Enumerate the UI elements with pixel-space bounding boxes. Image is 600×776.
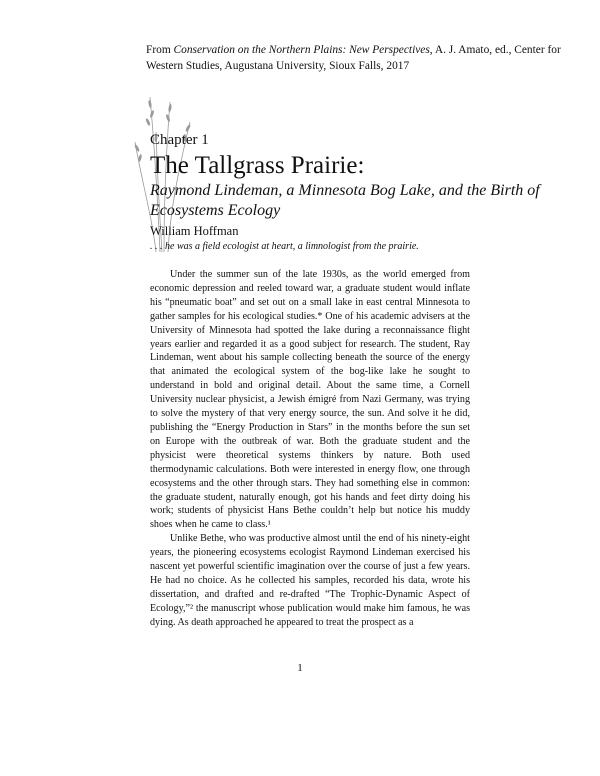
source-citation [146,42,586,74]
source-book-title: Conservation on the Northern Plains: New Perspectives [173,44,430,56]
source-details: , A. J. Amato, ed., Center for Western Studies, Augustana University, Sioux Falls, 2017 [146,44,561,72]
chapter-title: The Tallgrass Prairie: [150,152,365,179]
page-number: 1 [297,662,303,674]
body-paragraph-2: Unlike Bethe, who was productive almost until the end of his ninety-eight years, the pioneering ecosystems ecologist Raymond Lindeman exercised his nascent yet powerful scientific imagination over the course of just a few years. He had no choice. As he collected his samples, recorded his data, wrote his dissertation, and drafted and re-drafted “The Trophic-Dynamic Aspect of Ecology,”² the manuscript whose publication would make him famous, he was dying. As death approached he appeared to treat the prospect as a [150,533,470,628]
body-paragraph-1: Under the summer sun of the late 1930s, as the world emerged from economic depression and reeled toward war, a graduate student would inflate his “pneumatic boat” and set out on a small lake in east central Minnesota to gather samples for his ecological studies.* One of his academic advisers at the University of Minnesota had spotted the lake during a reconnaissance flight years earlier and regarded it as a good subject for research. The student, Ray Lindeman, went about his sample collecting beneath the source of the energy that animated the ecological system of the bog-like lake he sought to understand in bold and original detail. About the same time, a Cornell University nuclear physicist, a Jewish émigré from Nazi Germany, was trying to solve the mystery of that very energy source, the sun. And solve it he did, publishing the “Energy Production in Stars” in the months before the sun set on Europe with the outbreak of war. Both the graduate student and the physicist were theoretical systems thinkers by nature. Both used thermodynamic calculations. Both were interested in energy flow, one through ecosystems and the other through stars. They had something else in common: the graduate student, naturally enough, got his hands and feet dirty doing his work; students of physicist Hans Bethe couldn’t help but notice his muddy shoes when he came to class.¹ [150,269,470,531]
epigraph: . . . he was a field ecologist at heart, a limnologist from the prairie. [150,241,419,252]
body-text [150,268,470,630]
chapter-subtitle: Raymond Lindeman, a Minnesota Bog Lake, and the Birth of Ecosystems Ecology [150,182,540,219]
source-prefix: From [146,44,174,56]
author-name: William Hoffman [150,224,239,238]
chapter-label: Chapter 1 [150,132,209,148]
